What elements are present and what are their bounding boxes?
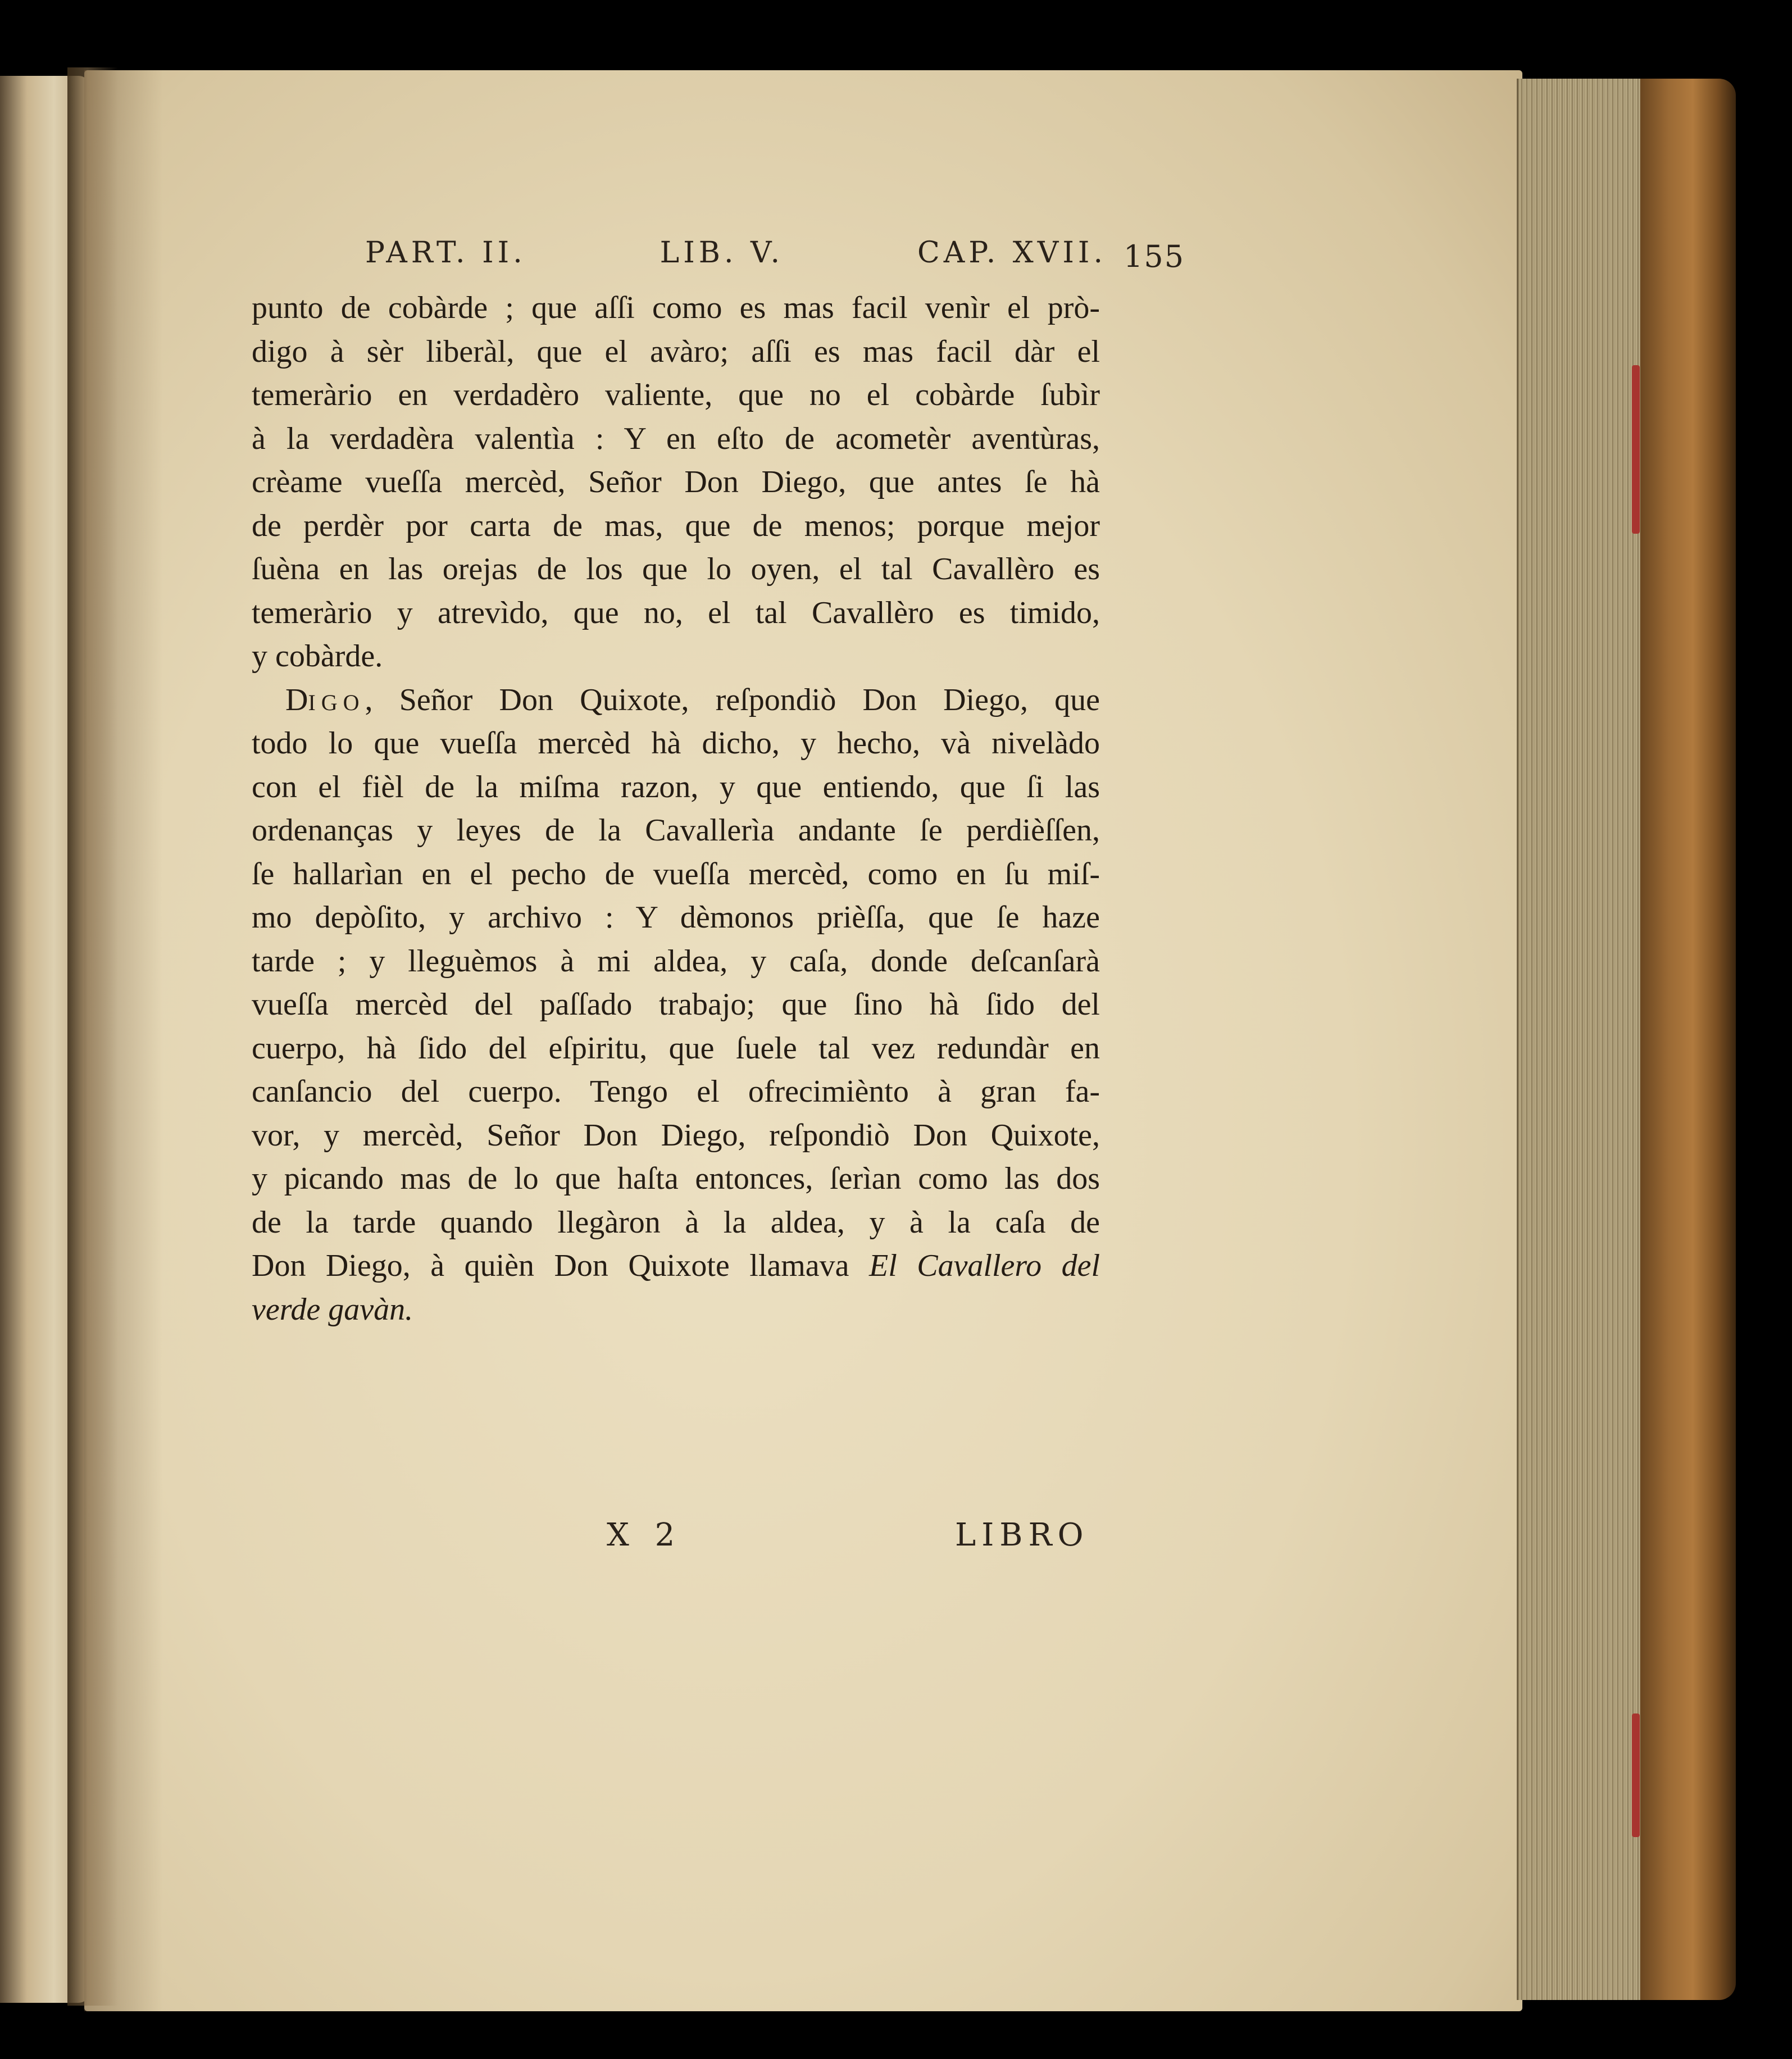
signature-mark: X 2 [607, 1517, 683, 1553]
page-fore-edge [1517, 79, 1648, 2000]
text-line: punto de cobàrde ; que aſſi como es mas facil venìr el prò- [252, 290, 1100, 325]
drop-initial: D [285, 682, 308, 717]
book-cover-edge [1640, 79, 1736, 2000]
text-line: ſe hallarìan en el pecho de vueſſa mercèd, como en ſu miſ- [252, 856, 1100, 892]
page-number: 155 [1124, 239, 1185, 274]
text-line: à la verdadèra valentìa : Y en eſto de acometèr aventùras, [252, 421, 1100, 456]
text-line: todo lo que vueſſa mercèd hà dicho, y hecho, và nivelàdo [252, 726, 1100, 761]
running-header [365, 236, 1107, 270]
text-line: y picando mas de lo que haſta entonces, ſerìan como las dos [252, 1161, 1100, 1196]
text-line: de la tarde quando llegàron à la aldea, y à la caſa de [252, 1205, 1100, 1240]
text-line: con el fièl de la miſma razon, y que entiendo, que ſi las [252, 769, 1100, 804]
text-line: vueſſa mercèd del paſſado trabajo; que ſino hà ſido del [252, 987, 1100, 1022]
text-line: de perdèr por carta de mas, que de menos; porque mejor [252, 508, 1100, 543]
text-line: canſancio del cuerpo. Tengo el ofrecimiènto à gran fa- [252, 1074, 1100, 1109]
header-part: PART. II. [365, 236, 526, 270]
smallcaps-word: IGO [308, 689, 365, 715]
text-line: cuerpo, hà ſido del eſpiritu, que ſuele tal vez redundàr en [252, 1030, 1100, 1066]
text-line: temeràrio en verdadèro valiente, que no el cobàrde ſubìr [252, 378, 1100, 412]
paragraph-start-line [252, 679, 1100, 722]
text-line: y cobàrde. [252, 639, 383, 674]
text-line: ſuèna en las orejas de los que lo oyen, el tal Cavallèro es [252, 552, 1100, 587]
text-line: mo depòſito, y archivo : Y dèmonos prièſſa, que ſe haze [252, 900, 1100, 935]
text-line: tarde ; y lleguèmos à mi aldea, y caſa, donde deſcanſarà [252, 943, 1100, 979]
text-line: vor, y mercèd, Señor Don Diego, reſpondiò Don Quixote, [252, 1117, 1100, 1153]
text-line: digo à sèr liberàl, que el avàro; aſſi es mas facil dàr el [252, 334, 1100, 369]
header-book: LIB. V. [660, 236, 784, 270]
header-chapter: CAP. XVII. [917, 236, 1107, 270]
cover-red-mark [1632, 1713, 1640, 1837]
paragraph-start-rest: , Señor Don Quixote, reſpondiò Don Diego, que [365, 682, 1100, 717]
italic-phrase-end: verde gavàn. [252, 1292, 413, 1327]
catchword: LIBRO [955, 1517, 1089, 1553]
text-line: ordenanças y leyes de la Cavallerìa andante ſe perdièſſen, [252, 813, 1100, 848]
text-line-with-italic [252, 1244, 1100, 1288]
italic-phrase: El Cavallero del [868, 1248, 1100, 1283]
text-line: temeràrio y atrevìdo, que no, el tal Cavallèro es timido, [252, 595, 1100, 630]
text-line: Don Diego, à quièn Don Quixote llamava [252, 1248, 849, 1283]
body-text [252, 287, 1100, 1331]
text-line: crèame vueſſa mercèd, Señor Don Diego, que antes ſe hà [252, 465, 1100, 499]
gutter-shadow [67, 67, 118, 2006]
cover-red-mark [1632, 365, 1640, 534]
